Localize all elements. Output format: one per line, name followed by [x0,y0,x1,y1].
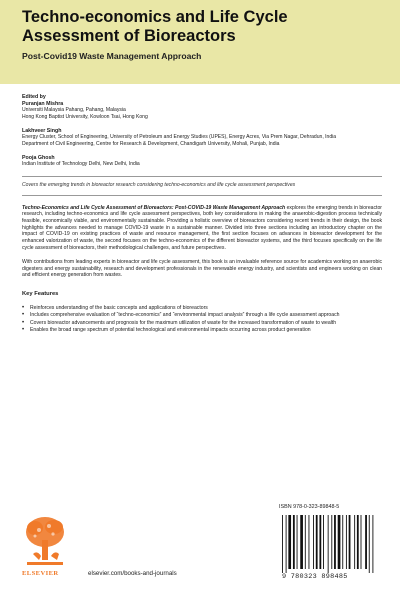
isbn-label: ISBN 978-0-323-89848-5 [279,504,340,510]
back-cover-content [22,94,382,334]
description-body: explores the emerging trends in bioreactor research, including techno-economics and life cycle assessment perspectives, both key considerations in making the anaerobic-digestion process technically feasible, economically viable, and environmentally sustainable. Providing a holistic overview of bioreactors considering recent trends in their design, the book highlights the advances needed to manage COVID-19 waste in a sustainable manner. Divided into three sections including an introductory chapter on the impact of COVID-19 on existing practices of waste and resource management, the first section focuses on advances in bioreactor development for the enhanced valorization of waste, the second focuses on the techno-economics of the different bioreactor systems, and the third focuses specifically on the life cycle assessment of bioreactors, their methodological challenges, and future perspectives. [22,204,382,251]
publisher-name: ELSEVIER [22,570,59,577]
publisher-url: elsevier.com/books-and-journals [88,570,177,577]
description-paragraph [22,205,382,252]
editor-name: Pooja Ghosh [22,155,55,162]
editor-block [22,101,382,120]
description-paragraph-2: With contributions from leading experts in bioreactor and life cycle assessment, this book is an invaluable reference source for academics working on anaerobic digesters and energy sustainability, research and development professionals in the renewable energy industry, and scientists and engineers working on clean and efficient energy generation from wastes. [22,259,382,279]
edited-by-label: Edited by [22,94,46,100]
elsevier-tree-logo [21,512,69,570]
editor-affiliation: Department of Civil Engineering, Centre for Research & Development, Chandigarh University, Mohali, Punjab, India [22,140,280,147]
key-feature-item: • Includes comprehensive evaluation of “techno-economics” and “environmental impact analysis” through a life cycle assessment approach [22,312,382,319]
tagline: Covers the emerging trends in bioreactor research considering techno-economics and life cycle assessment perspectives [22,181,296,188]
editor-block [22,155,382,168]
divider [22,176,382,177]
editor-name: Lakhveer Singh [22,128,62,135]
key-feature-item: • Covers bioreactor advancements and prognosis for the maximum utilization of waste for the increased transformation of waste to wealth [22,320,382,327]
book-title-line-1: Techno-economics and Life Cycle [22,8,288,26]
isbn-barcode [279,515,381,573]
key-feature-item: • Reinforces understanding of the basic concepts and applications of bioreactors [22,305,382,312]
editor-affiliation: Hong Kong Baptist University, Kowloon Tsai, Hong Kong [22,113,148,120]
editor-affiliation: Indian Institute of Technology Delhi, New Delhi, India [22,161,140,168]
book-subtitle: Post-Covid19 Waste Management Approach [22,51,202,61]
book-title [22,8,378,46]
barcode-digits: 9 780323 898485 [282,573,348,581]
cover-header [0,0,400,84]
editor-block [22,128,382,147]
divider [22,195,382,196]
description-lead: Techno-Economics and Life Cycle Assessment of Bioreactors: Post-COVID-19 Waste Management Approach [22,204,286,211]
editor-name: Puranjan Mishra [22,101,64,107]
book-title-line-2: Assessment of Bioreactors [22,27,236,45]
editor-affiliation: Energy Cluster, School of Engineering, University of Petroleum and Energy Studies (UPES), Energy Acres, Via Prem Nagar, Dehradun, India [22,134,337,141]
key-features-title: Key Features [22,291,59,298]
key-feature-item: • Enables the broad range spectrum of potential technological and environmental impacts occurring across product generation [22,327,382,334]
editor-affiliation: Universiti Malaysia Pahang, Pahang, Malaysia [22,107,126,113]
key-features-list [22,305,382,333]
